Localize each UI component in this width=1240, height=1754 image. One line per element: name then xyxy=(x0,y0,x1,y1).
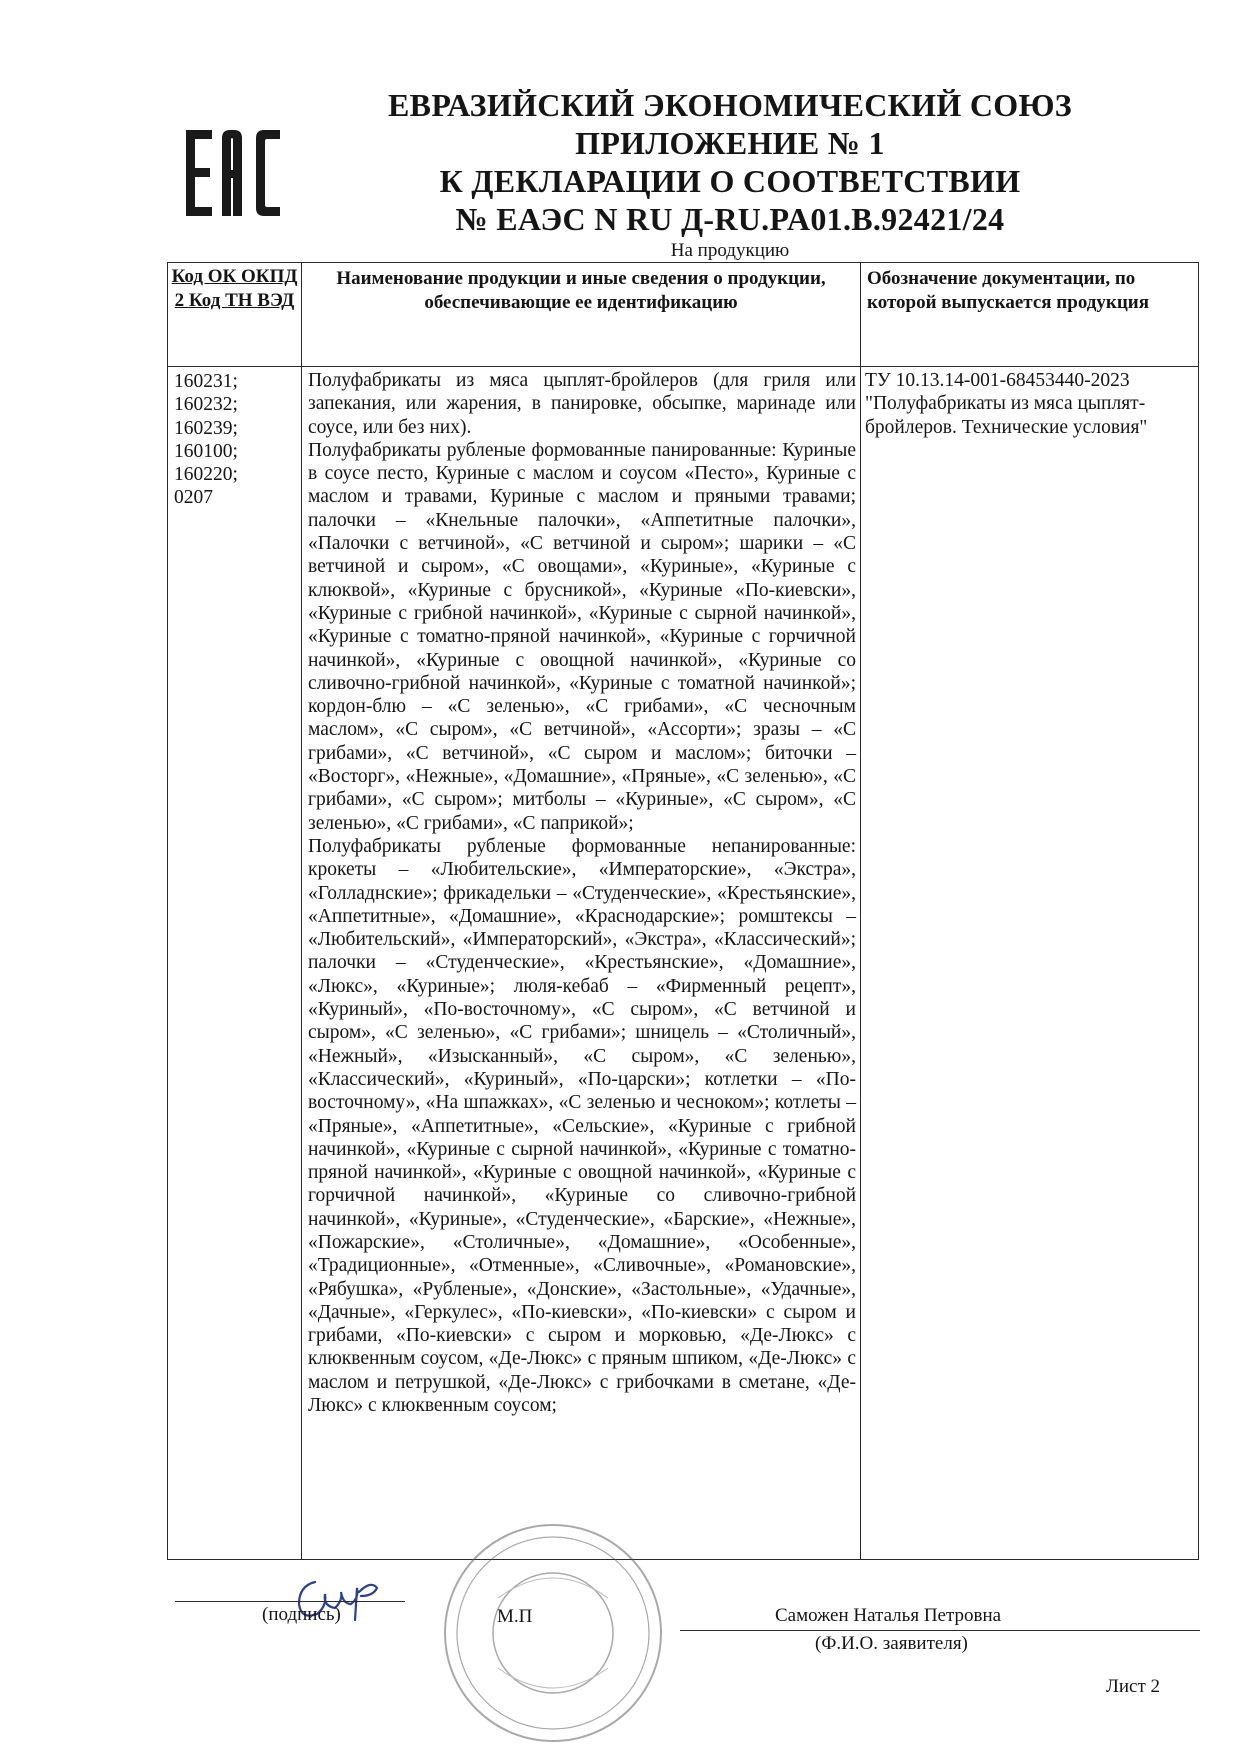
code-item: 160100; xyxy=(174,440,238,462)
page-number: Лист 2 xyxy=(1106,1676,1161,1697)
eac-logo xyxy=(186,130,294,216)
documentation-cell: ТУ 10.13.14-001-68453440-2023 "Полуфабрикаты из мяса цыплят-бройлеров. Технические условия" xyxy=(861,367,1199,1560)
column-name-header: Наименование продукции и иные сведения о продукции, обеспечивающие ее идентификацию xyxy=(302,263,861,367)
code-item: 160220; xyxy=(174,464,238,486)
header-appendix: ПРИЛОЖЕНИЕ № 1 xyxy=(575,125,885,161)
description-cell xyxy=(302,367,861,1560)
products-table xyxy=(167,262,1199,1560)
signature-caption: (подпись) xyxy=(262,1604,341,1625)
column-codes-header: Код ОК ОКПД 2 Код ТН ВЭД xyxy=(168,263,302,367)
document-header xyxy=(330,86,1130,238)
applicant-line xyxy=(680,1630,1200,1631)
code-item: 160239; xyxy=(174,417,238,439)
applicant-name: Саможен Наталья Петровна xyxy=(775,1605,1002,1626)
table-header-row xyxy=(168,263,1199,367)
header-subtitle: На продукцию xyxy=(670,240,790,261)
header-declaration: К ДЕКЛАРАЦИИ О СООТВЕТСТВИИ xyxy=(439,163,1021,199)
code-item: 160231; xyxy=(174,371,238,392)
column-docs-header: Обозначение документации, по которой выпускается продукция xyxy=(861,263,1199,367)
header-union: ЕВРАЗИЙСКИЙ ЭКОНОМИЧЕСКИЙ СОЮЗ xyxy=(388,87,1072,123)
code-item: 160232; xyxy=(174,394,238,416)
code-item: 0207 xyxy=(174,487,213,509)
company-seal xyxy=(438,1518,668,1748)
description-paragraph: Полуфабрикаты из мяса цыплят-бройлеров (для гриля или запекания, или жарения, в панировке, обсыпке, маринаде или соусе, или без них). xyxy=(308,370,856,438)
description-paragraph: Полуфабрикаты рубленые формованные панированные: Куриные в соусе песто, Куриные с маслом и соусом «Песто», Куриные с маслом и травами, Куриные с маслом и пряными травами; палочки – «Кнельные палочки», «Аппетитные палочки», «Палочки с ветчиной», «С ветчиной и сыром»; шарики – «С ветчиной и сыром», «С овощами», «Куриные», «Куриные с клюквой», «Куриные с брусникой», «Куриные «По-киевски», «Куриные с грибной начинкой», «Куриные с сырной начинкой», «Куриные с томатно-пряной начинкой», «Куриные с горчичной начинкой», «Куриные с овощной начинкой», «Куриные со сливочно-грибной начинкой», «Куриные с томатной начинкой»; кордон-блю – «С зеленью», «С грибами», «С чесночным маслом», «С сыром», «С ветчиной», «Ассорти»; зразы – «С грибами», «С ветчиной», «С сыром и маслом»; биточки – «Восторг», «Нежные», «Домашние», «Пряные», «С зеленью», «С грибами», «С сыром»; митболы – «Куриные», «С сыром», «С зеленью», «С грибами», «С паприкой»; xyxy=(308,439,856,834)
signature-line xyxy=(175,1601,405,1602)
description-paragraph: Полуфабрикаты рубленые формованные непанированные: крокеты – «Любительские», «Императорские», «Экстра», «Голладнские»; фрикадельки – «Студенческие», «Крестьянские», «Аппетитные», «Домашние», «Краснодарские»; ромштексы – «Любительский», «Императорский», «Экстра», «Классический»; палочки – «Студенческие», «Крестьянские», «Домашние», «Люкс», «Куриные»; люля-кебаб – «Фирменный рецепт», «Куриный», «По-восточному», «С сыром», «С ветчиной и сыром», «С зеленью», «С грибами»; шницель – «Столичный», «Нежный», «Изысканный», «С сыром», «С зеленью», «Классический», «Куриный», «По-царски»; котлетки – «По-восточному», «На шпажках», «С зеленью и чесноком»; котлеты – «Пряные», «Аппетитные», «Сельские», «Куриные с грибной начинкой», «Куриные с сырной начинкой», «Куриные с томатно-пряной начинкой», «Куриные с овощной начинкой», «Куриные с горчичной начинкой», «Куриные со сливочно-грибной начинкой», «Куриные», «Студенческие», «Барские», «Нежные», «Пожарские», «Столичные», «Домашние», «Особенные», «Традиционные», «Отменные», «Сливочные», «Романовские», «Рябушка», «Рубленые», «Донские», «Застольные», «Удачные», «Дачные», «Геркулес», «По-киевски», «По-киевски» с сыром и грибами, «По-киевски» с сыром и морковью, «Де-Люкс» с клюквенным соусом, «Де-Люкс» с пряным шпиком, «Де-Люкс» с маслом и петрушкой, «Де-Люкс» с грибочками в сметане, «Де-Люкс» с клюквенным соусом; xyxy=(308,835,856,1417)
codes-cell xyxy=(168,367,302,1560)
applicant-caption: (Ф.И.О. заявителя) xyxy=(815,1633,968,1654)
table-row xyxy=(168,367,1199,1560)
seal-label: М.П xyxy=(497,1606,533,1627)
header-declaration-number: № ЕАЭС N RU Д-RU.PA01.B.92421/24 xyxy=(455,201,1005,237)
